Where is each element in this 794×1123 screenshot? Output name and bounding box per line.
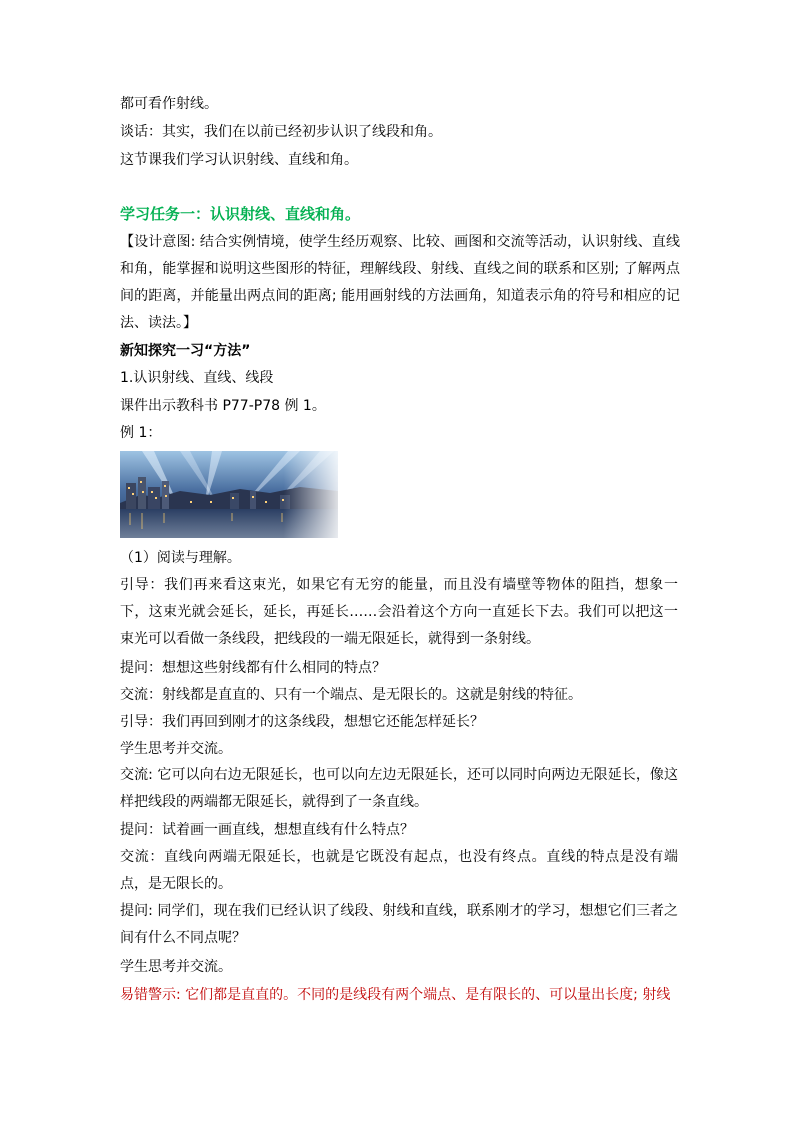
error-warning: 易错警示: 它们都是直直的。不同的是线段有两个端点、是有限长的、可以量出长度; 射线 — [120, 987, 671, 1003]
paragraph: 引导：我们再来看这束光，如果它有无穷的能量，而且没有墙壁等物体的阻挡，想象一下，这束光就会延长，延长，再延长……会沿着这个方向一直延长下去。我们可以把这一束光可以看做一条线段，把线段的一端无限延长，就得到一条射线。 — [120, 577, 678, 647]
paragraph: 学生思考并交流。 — [120, 741, 232, 757]
list-item: 1.认识射线、直线、线段 — [120, 370, 274, 386]
paragraph: 交流：直线向两端无限延长，也就是它既没有起点，也没有终点。直线的特点是没有端点，是无限长的。 — [120, 849, 678, 892]
design-intent: 【设计意图: 结合实例情境，使学生经历观察、比较、画图和交流等活动，认识射线、直线和角，能掌握和说明这些图形的特征，理解线段、射线、直线之间的联系和区别; 了解两点间的距离，并能量出两点间的距离; 能用画射线的方法画角，知道表示角的符号和相应的记法、读法。】 — [120, 234, 680, 331]
paragraph: 提问: 同学们，现在我们已经认识了线段、射线和直线，联系刚才的学习，想想它们三者之间有什么不同点呢？ — [120, 903, 678, 946]
text-line: 都可看作射线。 — [120, 96, 218, 112]
section-heading: 新知探究一习“方法” — [120, 343, 251, 359]
text-line: 这节课我们学习认识射线、直线和角。 — [120, 152, 358, 168]
paragraph: 引导：我们再回到刚才的这条线段，想想它还能怎样延长？ — [120, 714, 484, 730]
city-night-searchlights-image — [120, 451, 338, 538]
reference-line: 课件出示教科书 P77-P78 例 1。 — [120, 398, 326, 414]
paragraph: 提问：想想这些射线都有什么相同的特点？ — [120, 660, 386, 676]
paragraph: 提问：试着画一画直线，想想直线有什么特点？ — [120, 822, 414, 838]
paragraph: （1）阅读与理解。 — [120, 550, 241, 566]
paragraph: 交流: 它可以向右边无限延长，也可以向左边无限延长，还可以同时向两边无限延长，像这样把线段的两端都无限延长，就得到了一条直线。 — [120, 767, 678, 810]
text-line: 谈话：其实，我们在以前已经初步认识了线段和角。 — [120, 124, 442, 140]
task-heading: 学习任务一：认识射线、直线和角。 — [120, 205, 361, 223]
paragraph: 学生思考并交流。 — [120, 959, 232, 975]
paragraph: 交流：射线都是直直的、只有一个端点、是无限长的。这就是射线的特征。 — [120, 687, 582, 703]
example-label: 例 1： — [120, 425, 162, 441]
